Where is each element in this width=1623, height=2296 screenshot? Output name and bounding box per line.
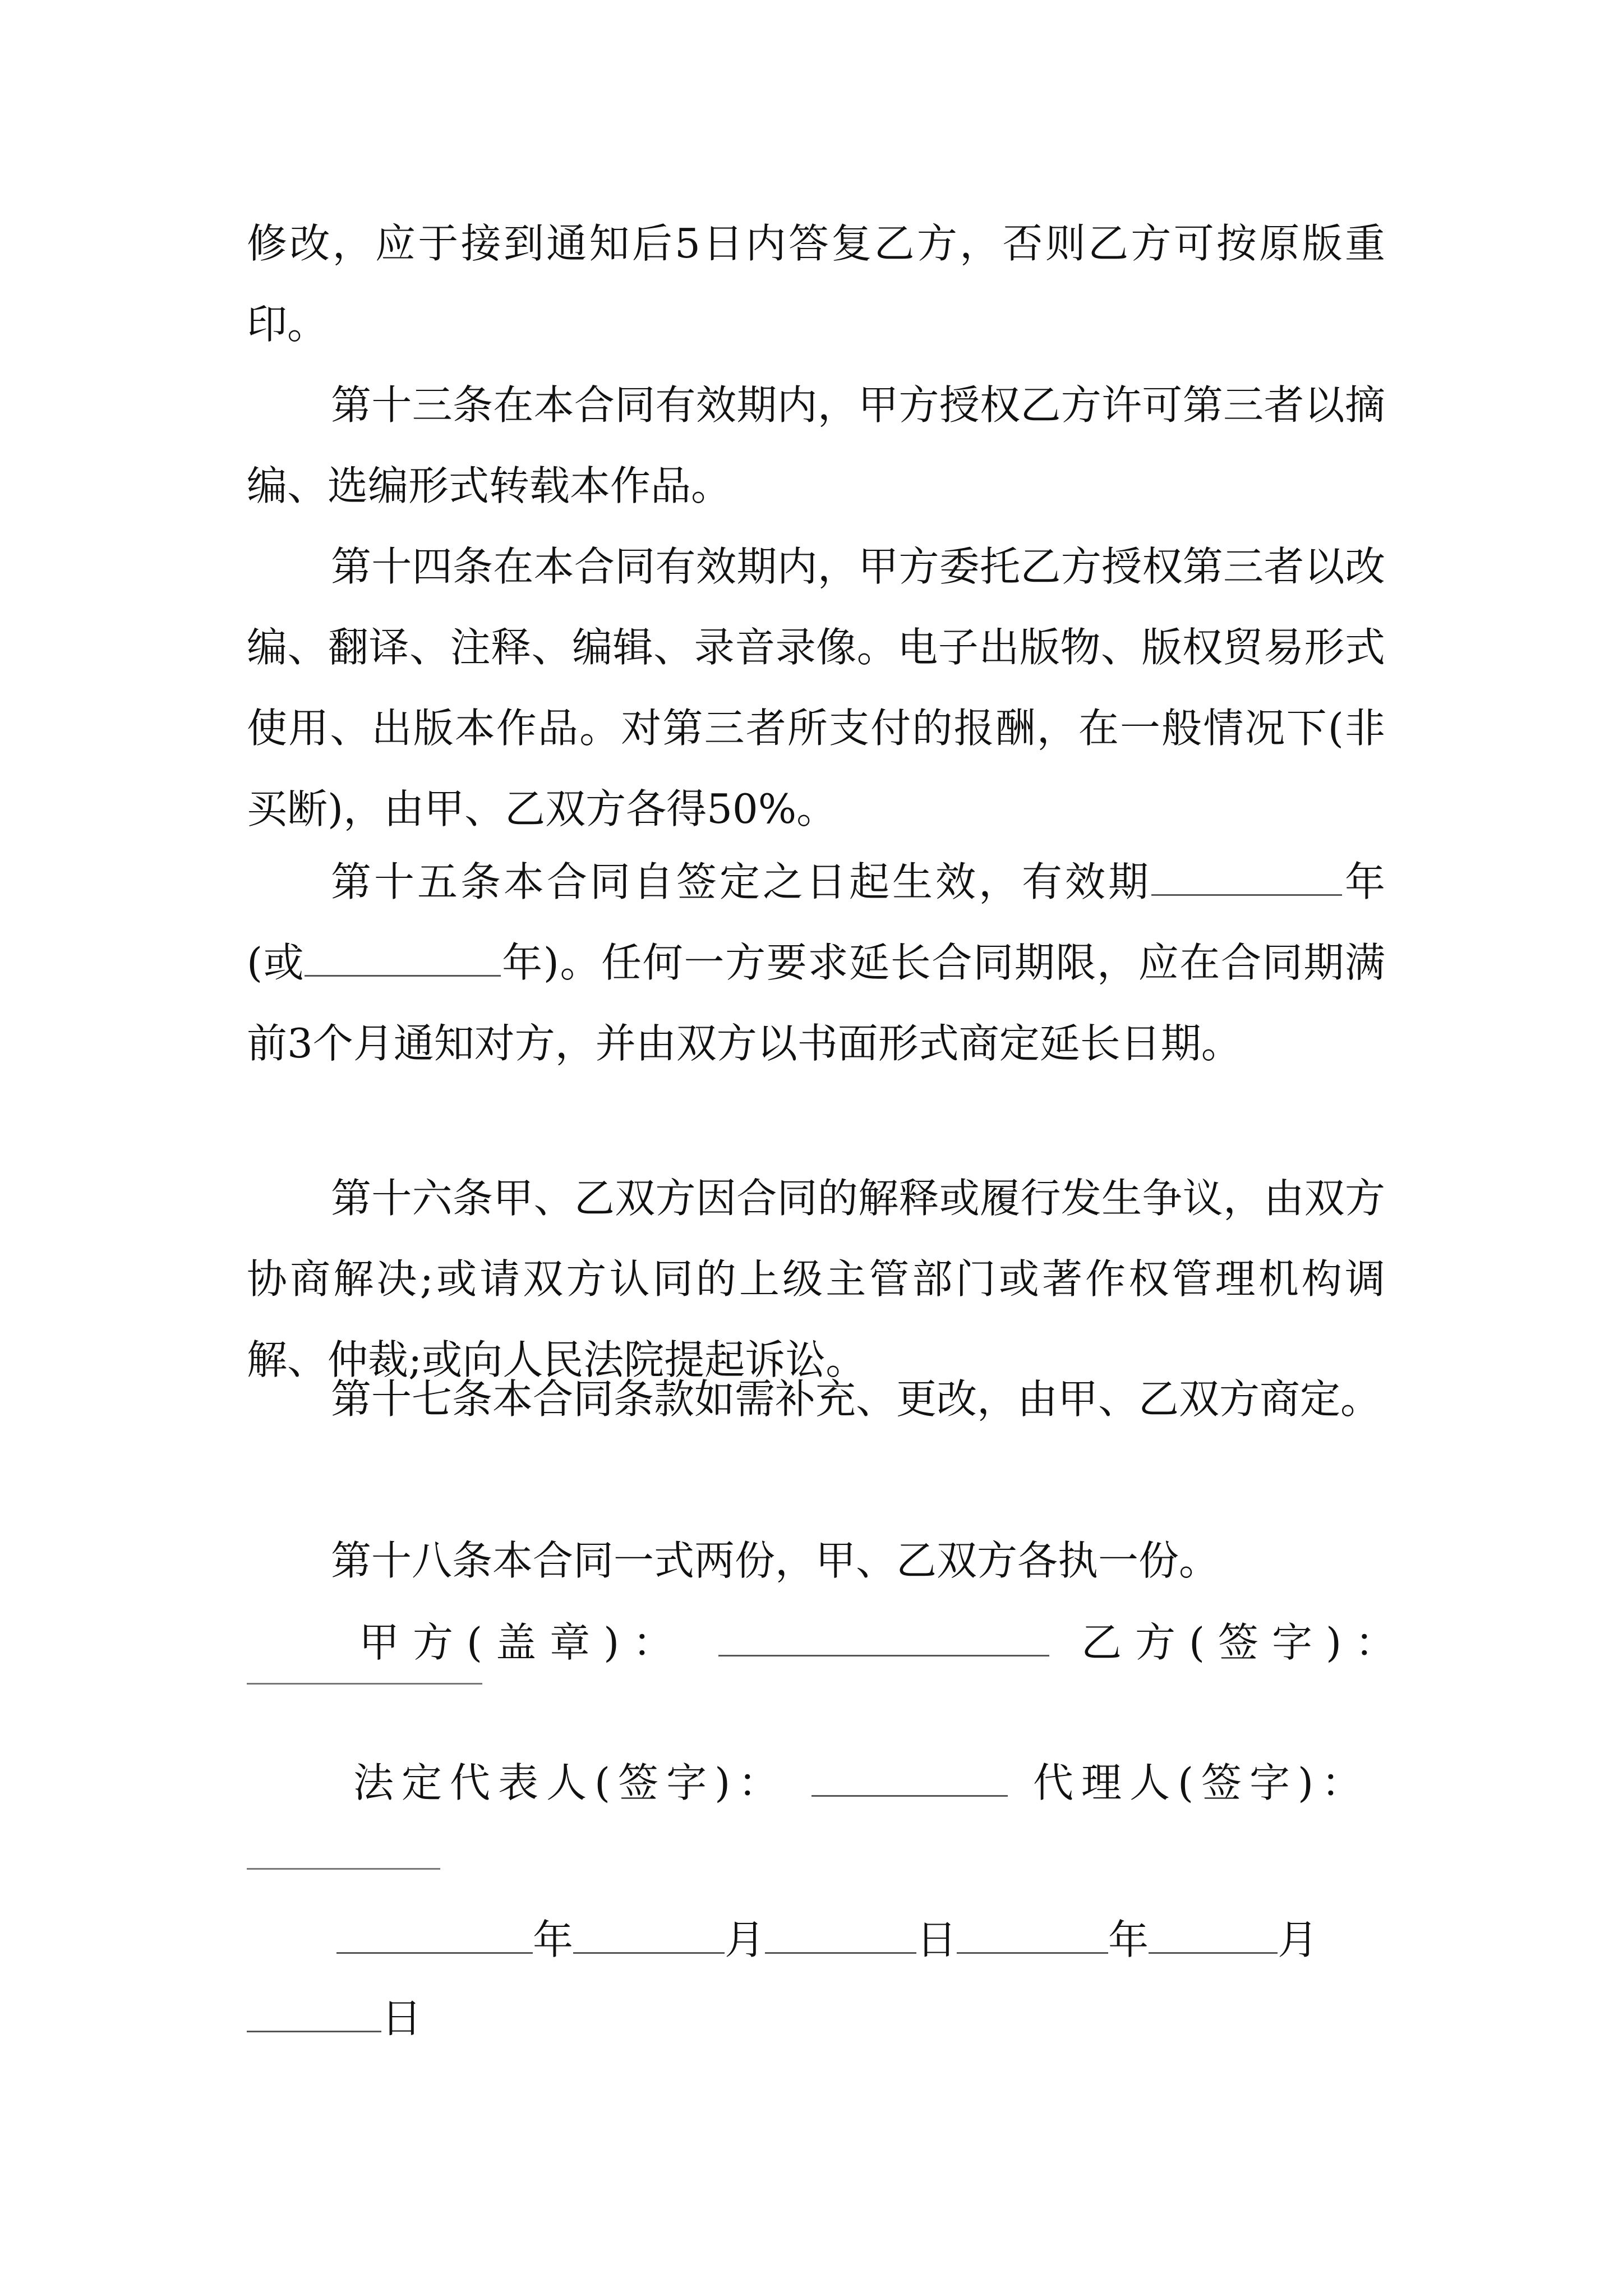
article-15 xyxy=(247,841,1385,1084)
party-b-label: 乙方(签字)： xyxy=(1081,1619,1409,1666)
day-label-2: 日 xyxy=(381,1995,422,2042)
validity-alt-years-blank[interactable] xyxy=(305,941,501,977)
article-18: 第十八条本合同一式两份，甲、乙双方各执一份。 xyxy=(331,1537,1220,1584)
article-13: 第十三条在本合同有效期内，甲方授权乙方许可第三者以摘编、选编形式转载本作品。 xyxy=(247,381,1385,509)
year-label-2: 年 xyxy=(1108,1916,1149,1963)
article-14: 第十四条在本合同有效期内，甲方委托乙方授权第三者以改编、翻译、注释、编辑、录音录像。电子出版物、版权贸易形式使用、出版本作品。对第三者所支付的报酬，在一般情况下(非买断)，由甲、乙双方各得50%。 xyxy=(247,543,1385,832)
legal-rep-blank[interactable] xyxy=(811,1761,1008,1797)
year-blank-2[interactable] xyxy=(957,1918,1108,1954)
agent-blank[interactable] xyxy=(247,1868,440,1870)
day-blank-2[interactable] xyxy=(247,1997,381,2032)
article-15-part3: 年)。任何一方要求延长合同期限，应在合同期满前3个月通知对方，并由双方以书面形式商定延长日期。 xyxy=(247,939,1386,1067)
month-blank-2[interactable] xyxy=(1149,1918,1278,1954)
signature-row-representatives xyxy=(353,1750,1492,1809)
article-15-part1: 第十五条本合同自签定之日起生效，有效期 xyxy=(331,858,1151,905)
month-label-1: 月 xyxy=(725,1916,766,1963)
day-blank-1[interactable] xyxy=(765,1918,916,1954)
month-blank-1[interactable] xyxy=(573,1918,725,1954)
signature-row-parties xyxy=(359,1610,1497,1668)
article-17: 第十七条本合同条款如需补充、更改，由甲、乙双方商定。 xyxy=(331,1375,1381,1423)
date-row xyxy=(336,1907,1475,1966)
paragraph-continuation: 修改，应于接到通知后5日内答复乙方，否则乙方可按原版重印。 xyxy=(247,220,1385,348)
party-a-label: 甲方(盖章)： xyxy=(359,1619,687,1666)
agent-label: 代理人(签字)： xyxy=(1032,1759,1370,1806)
day-label-1: 日 xyxy=(916,1916,957,1963)
article-16: 第十六条甲、乙双方因合同的解释或履行发生争议，由双方协商解决;或请双方认同的上级主管部门或著作权管理机构调解、仲裁;或向人民法院提起诉讼。 xyxy=(247,1175,1385,1383)
validity-years-blank[interactable] xyxy=(1151,861,1342,896)
party-a-blank[interactable] xyxy=(718,1621,1049,1657)
article-15-part2: 年(或 xyxy=(247,858,1385,986)
party-b-blank[interactable] xyxy=(247,1683,482,1685)
year-label-1: 年 xyxy=(533,1916,574,1963)
month-label-2: 月 xyxy=(1278,1916,1318,1963)
legal-rep-label: 法定代表人(签字)： xyxy=(353,1759,787,1806)
date-row-continued xyxy=(247,1986,1385,2044)
year-blank-1[interactable] xyxy=(336,1918,533,1954)
